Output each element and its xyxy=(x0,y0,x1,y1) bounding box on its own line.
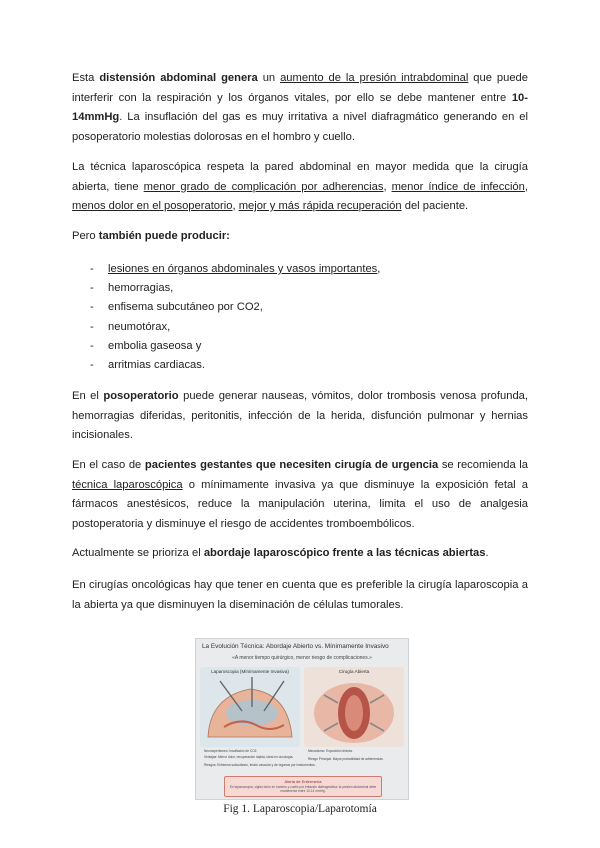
open-surgery-label: Cirugía Abierta xyxy=(338,669,370,674)
figure-laparoscopy-vs-laparotomy xyxy=(195,638,409,800)
list-item: - embolia gaseosa y xyxy=(72,337,528,356)
text: Actualmente se prioriza el xyxy=(72,547,204,559)
text: En cirugías oncológicas hay que tener en cuenta que es preferible la cirugía laparoscopia a la abierta ya que disminuyen la diseminación de células tumorales. xyxy=(72,579,528,611)
underlined-text: lesiones en órganos abdominales y vasos importantes xyxy=(108,263,378,275)
laparoscopy-bullet: Ventajas: Menor dolor, recuperación rápida, ideal en oncología. xyxy=(204,755,294,759)
underlined-text: menor grado de complicación por adherencias xyxy=(143,180,384,193)
underlined-text: técnica laparoscópica xyxy=(72,478,183,491)
paragraph-distension xyxy=(72,69,528,147)
laparoscopy-bullet: Riesgos: Enfisema subcutáneo, lesión vascular y de órganos por instrumentos. xyxy=(204,763,316,767)
figure-subtitle: «A menor tiempo quirúrgico, menor riesgo de complicaciones.» xyxy=(232,655,372,661)
bold-text: también puede producir: xyxy=(98,230,230,242)
figure-title: La Evolución Técnica: Abordaje Abierto vs. Mínimamente Invasivo xyxy=(202,643,389,650)
text: , xyxy=(377,263,381,275)
list-item: - arritmias cardiacas. xyxy=(72,356,528,375)
open-surgery-bullet: Mecanismo: Exposición directa. xyxy=(308,749,353,753)
paragraph-posoperatorio xyxy=(72,387,528,446)
nursing-alert-text: En laparoscopia, vigilar dolor en hombro y cuello por irritación diafragmática; la presión abdominal debe mantenerse entre 10-14 mmHg. xyxy=(229,785,377,793)
list-item xyxy=(72,260,528,279)
paragraph-actualmente xyxy=(72,544,489,564)
underlined-text: aumento de la presión intrabdominal xyxy=(280,72,469,84)
open-surgery-illustration xyxy=(304,667,404,747)
figure-caption: Fig 1. Laparoscopia/Laparotomía xyxy=(223,803,377,815)
bold-text: posoperatorio xyxy=(103,390,179,402)
complications-list xyxy=(72,260,528,375)
text: . xyxy=(485,547,489,559)
paragraph-oncologicas xyxy=(72,576,528,615)
text: , xyxy=(383,180,392,193)
text: puede generar nauseas, vómitos, dolor trombosis venosa profunda, hemorragias diferidas, peritonitis, infección de la herida, disfunción pulmonar y hernias incisionales. xyxy=(72,390,528,442)
underlined-text: mejor y más rápida recuperación xyxy=(238,200,402,213)
open-surgery-bullet: Riesgo Principal: Mayor probabilidad de adherencias. xyxy=(308,757,384,761)
underlined-text: menos dolor en el posoperatorio xyxy=(72,200,233,213)
laparoscopy-illustration xyxy=(200,667,300,747)
text: Pero xyxy=(72,230,99,242)
text: o mínimamente invasiva ya que disminuye la exposición fetal a fármacos anestésicos, reduce la manipulación uterina, limita el uso de analgesia postoperatoria y disminuye el riesgo de accidentes tromboembólicos. xyxy=(72,478,528,530)
laparoscopy-label: Laparoscopia (Mínimamente Invasiva) xyxy=(211,669,289,674)
text: En el caso de xyxy=(72,459,145,471)
list-item: - neumotórax, xyxy=(72,318,528,337)
bold-text: distensión abdominal genera xyxy=(99,72,258,84)
text: , xyxy=(232,200,239,213)
paragraph-tecnica xyxy=(72,158,528,217)
nursing-alert-box xyxy=(224,776,382,797)
laparoscopy-bullet: Neumoperitoneo: Insuflación de CO2. xyxy=(204,749,258,753)
nursing-alert-title: Alerta de Enfermería xyxy=(284,779,322,784)
bold-text: 10-14mmHg xyxy=(72,91,528,124)
list-item: - enfisema subcutáneo por CO2, xyxy=(72,298,528,317)
paragraph-pero xyxy=(72,227,230,247)
text: que puede interferir con la respiración y los órganos vitales, por ello se debe mantener entre xyxy=(72,72,528,104)
bold-text: abordaje laparoscópico frente a las técnicas abiertas xyxy=(203,547,486,559)
text: un xyxy=(257,72,281,84)
text: . La insuflación del gas es muy irritativa a nivel diafragmático generando en el posoperatorio molestias dolorosas en el hombro y cuello. xyxy=(72,111,528,143)
underlined-text: menor índice de infección xyxy=(391,180,525,193)
text: En el xyxy=(72,390,104,402)
text: La técnica laparoscópica respeta la pared abdominal en mayor medida que la cirugía abierta, tiene xyxy=(72,161,528,193)
laparoscopy-panel xyxy=(200,667,300,747)
open-surgery-panel xyxy=(304,667,404,747)
text: , xyxy=(524,180,528,193)
bold-text: pacientes gestantes que necesiten cirugía de urgencia xyxy=(144,459,439,471)
text: del paciente. xyxy=(401,200,469,213)
text: Esta xyxy=(72,72,100,84)
text: se recomienda la xyxy=(438,459,529,471)
paragraph-gestantes xyxy=(72,456,528,534)
list-item: - hemorragias, xyxy=(72,279,528,298)
